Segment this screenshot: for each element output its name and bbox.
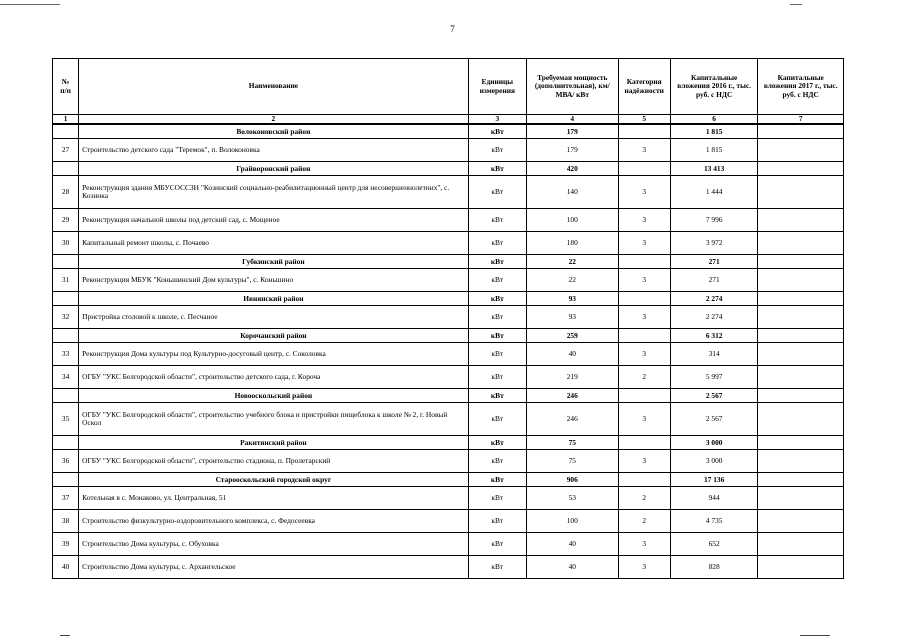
row-number — [53, 329, 79, 343]
unit-cell: кВт — [468, 306, 526, 329]
power-cell: 22 — [526, 269, 618, 292]
item-row — [53, 556, 844, 579]
capex-2017-cell — [758, 292, 844, 306]
row-number: 29 — [53, 209, 79, 232]
capex-2016-cell: 314 — [670, 343, 758, 366]
capex-2017-cell — [758, 389, 844, 403]
bottom-left-mark — [60, 635, 70, 636]
capex-2016-cell: 7 996 — [670, 209, 758, 232]
power-cell: 906 — [526, 473, 618, 487]
power-cell: 259 — [526, 329, 618, 343]
item-name: Строительство Дома культуры, с. Обуховка — [79, 533, 468, 556]
header-unit: Единицы измерения — [468, 59, 526, 115]
item-row — [53, 209, 844, 232]
district-row — [53, 436, 844, 450]
category-cell: 2 — [618, 510, 670, 533]
unit-cell: кВт — [468, 403, 526, 436]
power-cell: 219 — [526, 366, 618, 389]
unit-cell: кВт — [468, 343, 526, 366]
item-name: Реконструкция МБУК "Коньшинский Дом культуры", с. Коньшино — [79, 269, 468, 292]
capex-2017-cell — [758, 232, 844, 255]
category-cell: 3 — [618, 533, 670, 556]
capex-2016-cell: 5 997 — [670, 366, 758, 389]
header-name: Наименование — [79, 59, 468, 115]
district-row — [53, 255, 844, 269]
row-number: 36 — [53, 450, 79, 473]
item-name: Реконструкция Дома культуры под Культурно-досуговый центр, с. Соколовка — [79, 343, 468, 366]
page-number: 7 — [450, 24, 455, 34]
power-cell: 246 — [526, 403, 618, 436]
item-name: ОГБУ "УКС Белгородской области", строительство детского сада, г. Короча — [79, 366, 468, 389]
row-number: 40 — [53, 556, 79, 579]
capex-2016-cell: 1 815 — [670, 139, 758, 162]
power-cell: 93 — [526, 306, 618, 329]
power-cell: 100 — [526, 510, 618, 533]
capex-2016-cell: 271 — [670, 269, 758, 292]
item-row — [53, 306, 844, 329]
capex-2017-cell — [758, 162, 844, 176]
capex-2017-cell — [758, 556, 844, 579]
unit-cell: кВт — [468, 176, 526, 209]
item-name: Капитальный ремонт школы, с. Почаево — [79, 232, 468, 255]
item-row — [53, 269, 844, 292]
row-number: 30 — [53, 232, 79, 255]
unit-cell: кВт — [468, 292, 526, 306]
district-name: Корочанский район — [79, 329, 468, 343]
item-row — [53, 232, 844, 255]
category-cell: 3 — [618, 176, 670, 209]
item-row — [53, 366, 844, 389]
capex-2017-cell — [758, 124, 844, 139]
district-row — [53, 162, 844, 176]
row-number: 38 — [53, 510, 79, 533]
column-number: 3 — [468, 115, 526, 125]
category-cell — [618, 436, 670, 450]
row-number — [53, 389, 79, 403]
unit-cell: кВт — [468, 329, 526, 343]
capex-2016-cell: 944 — [670, 487, 758, 510]
item-name: ОГБУ "УКС Белгородской области", строительство стадиона, п. Пролетарский — [79, 450, 468, 473]
district-row — [53, 389, 844, 403]
district-row — [53, 292, 844, 306]
item-row — [53, 176, 844, 209]
district-row — [53, 473, 844, 487]
capex-2016-cell: 6 312 — [670, 329, 758, 343]
item-row — [53, 450, 844, 473]
capex-2016-cell: 17 136 — [670, 473, 758, 487]
item-row — [53, 139, 844, 162]
capex-2017-cell — [758, 329, 844, 343]
header-capex-2017: Капитальные вложения 2017 г., тыс. руб. с НДС — [758, 59, 844, 115]
district-name: Старооскольский городской округ — [79, 473, 468, 487]
district-name: Ракитянский район — [79, 436, 468, 450]
category-cell: 3 — [618, 139, 670, 162]
category-cell: 3 — [618, 306, 670, 329]
item-row — [53, 510, 844, 533]
unit-cell: кВт — [468, 533, 526, 556]
column-number: 5 — [618, 115, 670, 125]
row-number: 35 — [53, 403, 79, 436]
unit-cell: кВт — [468, 124, 526, 139]
capex-2016-cell: 13 413 — [670, 162, 758, 176]
power-cell: 75 — [526, 450, 618, 473]
category-cell: 3 — [618, 450, 670, 473]
unit-cell: кВт — [468, 209, 526, 232]
power-cell: 179 — [526, 124, 618, 139]
capex-2017-cell — [758, 306, 844, 329]
capex-2016-cell: 2 274 — [670, 306, 758, 329]
item-row — [53, 487, 844, 510]
unit-cell: кВт — [468, 556, 526, 579]
category-cell — [618, 292, 670, 306]
unit-cell: кВт — [468, 473, 526, 487]
investment-table — [52, 58, 844, 579]
item-name: Строительство физкультурно-оздоровительного комплекса, с. Федосеевка — [79, 510, 468, 533]
header-category: Категория надёжности — [618, 59, 670, 115]
capex-2017-cell — [758, 436, 844, 450]
unit-cell: кВт — [468, 162, 526, 176]
power-cell: 140 — [526, 176, 618, 209]
header-num: № п/п — [53, 59, 79, 115]
unit-cell: кВт — [468, 255, 526, 269]
capex-2017-cell — [758, 487, 844, 510]
category-cell — [618, 473, 670, 487]
header-power: Требуемая мощность (дополнительная), км/ МВА/ кВт — [526, 59, 618, 115]
row-number: 31 — [53, 269, 79, 292]
capex-2017-cell — [758, 533, 844, 556]
row-number: 33 — [53, 343, 79, 366]
row-number — [53, 162, 79, 176]
unit-cell: кВт — [468, 389, 526, 403]
column-number-row — [53, 115, 844, 125]
row-number: 34 — [53, 366, 79, 389]
item-name: ОГБУ "УКС Белгородской области", строительство учебного блока и пристройки пищеблока к школе № 2, г. Новый Оскол — [79, 403, 468, 436]
row-number: 32 — [53, 306, 79, 329]
district-name: Губкинский район — [79, 255, 468, 269]
item-name: Реконструкция здания МБУСОССЗН "Козинский социально-реабилитационный центр для несовершеннолетних", с. Козинка — [79, 176, 468, 209]
item-name: Котельная в с. Монаково, ул. Центральная, 51 — [79, 487, 468, 510]
power-cell: 40 — [526, 343, 618, 366]
column-number: 7 — [758, 115, 844, 125]
category-cell: 3 — [618, 403, 670, 436]
power-cell: 420 — [526, 162, 618, 176]
district-name: Грайворонский район — [79, 162, 468, 176]
capex-2016-cell: 1 815 — [670, 124, 758, 139]
row-number: 39 — [53, 533, 79, 556]
capex-2016-cell: 652 — [670, 533, 758, 556]
unit-cell: кВт — [468, 510, 526, 533]
unit-cell: кВт — [468, 487, 526, 510]
item-name: Строительство Дома культуры, с. Архангельское — [79, 556, 468, 579]
header-capex-2016: Капитальные вложения 2016 г., тыс. руб. с НДС — [670, 59, 758, 115]
column-number: 6 — [670, 115, 758, 125]
item-name: Реконструкция начальной школы под детский сад, с. Мощеное — [79, 209, 468, 232]
unit-cell: кВт — [468, 436, 526, 450]
column-number: 2 — [79, 115, 468, 125]
capex-2016-cell: 3 000 — [670, 450, 758, 473]
row-number — [53, 436, 79, 450]
item-row — [53, 343, 844, 366]
category-cell — [618, 124, 670, 139]
capex-2017-cell — [758, 139, 844, 162]
item-row — [53, 403, 844, 436]
capex-2017-cell — [758, 269, 844, 292]
capex-2017-cell — [758, 343, 844, 366]
capex-2017-cell — [758, 473, 844, 487]
capex-2016-cell: 3 000 — [670, 436, 758, 450]
table-body — [53, 124, 844, 579]
capex-2016-cell: 2 274 — [670, 292, 758, 306]
capex-2016-cell: 2 567 — [670, 403, 758, 436]
column-number: 1 — [53, 115, 79, 125]
category-cell: 2 — [618, 366, 670, 389]
row-number — [53, 292, 79, 306]
category-cell: 3 — [618, 556, 670, 579]
capex-2016-cell: 4 735 — [670, 510, 758, 533]
category-cell — [618, 255, 670, 269]
unit-cell: кВт — [468, 139, 526, 162]
unit-cell: кВт — [468, 269, 526, 292]
row-number: 27 — [53, 139, 79, 162]
capex-2017-cell — [758, 510, 844, 533]
district-name: Ивнянский район — [79, 292, 468, 306]
district-row — [53, 329, 844, 343]
capex-2017-cell — [758, 209, 844, 232]
category-cell: 3 — [618, 343, 670, 366]
capex-2016-cell: 828 — [670, 556, 758, 579]
row-number: 28 — [53, 176, 79, 209]
top-right-mark — [790, 4, 802, 5]
category-cell — [618, 329, 670, 343]
power-cell: 93 — [526, 292, 618, 306]
top-left-rule — [0, 4, 60, 5]
category-cell: 2 — [618, 487, 670, 510]
power-cell: 22 — [526, 255, 618, 269]
capex-2016-cell: 271 — [670, 255, 758, 269]
capex-2017-cell — [758, 403, 844, 436]
capex-2017-cell — [758, 366, 844, 389]
unit-cell: кВт — [468, 232, 526, 255]
category-cell: 3 — [618, 232, 670, 255]
power-cell: 75 — [526, 436, 618, 450]
capex-2016-cell: 2 567 — [670, 389, 758, 403]
category-cell: 3 — [618, 209, 670, 232]
row-number — [53, 124, 79, 139]
capex-2016-cell: 1 444 — [670, 176, 758, 209]
header-row — [53, 59, 844, 115]
capex-2017-cell — [758, 176, 844, 209]
category-cell — [618, 162, 670, 176]
power-cell: 179 — [526, 139, 618, 162]
power-cell: 180 — [526, 232, 618, 255]
power-cell: 40 — [526, 556, 618, 579]
unit-cell: кВт — [468, 450, 526, 473]
capex-2016-cell: 3 972 — [670, 232, 758, 255]
district-name: Волоконовский район — [79, 124, 468, 139]
item-row — [53, 533, 844, 556]
power-cell: 100 — [526, 209, 618, 232]
row-number — [53, 255, 79, 269]
capex-2017-cell — [758, 255, 844, 269]
item-name: Пристройка столовой к школе, с. Песчаное — [79, 306, 468, 329]
item-name: Строительство детского сада "Теремок", п. Волоконовка — [79, 139, 468, 162]
district-row — [53, 124, 844, 139]
bottom-right-mark — [800, 635, 830, 636]
category-cell: 3 — [618, 269, 670, 292]
power-cell: 53 — [526, 487, 618, 510]
row-number — [53, 473, 79, 487]
category-cell — [618, 389, 670, 403]
power-cell: 40 — [526, 533, 618, 556]
district-name: Новооскольский район — [79, 389, 468, 403]
column-number: 4 — [526, 115, 618, 125]
row-number: 37 — [53, 487, 79, 510]
capex-2017-cell — [758, 450, 844, 473]
unit-cell: кВт — [468, 366, 526, 389]
power-cell: 246 — [526, 389, 618, 403]
